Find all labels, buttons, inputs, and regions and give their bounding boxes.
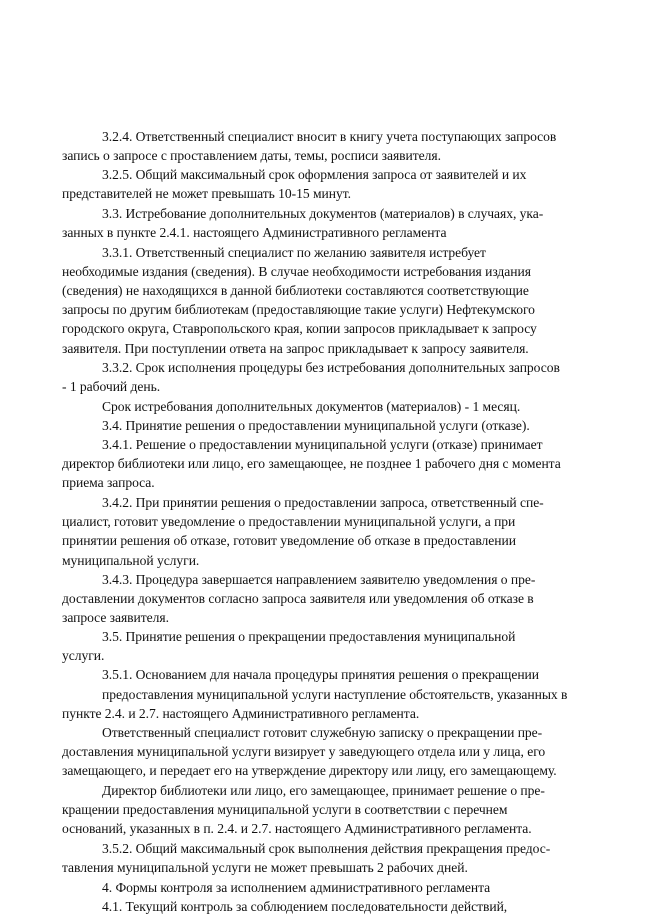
- text-line: 3.4. Принятие решения о предоставлении муниципальной услуги (отказе).: [102, 418, 530, 433]
- text-line: предоставления муниципальной услуги наступление обстоятельств, указанных в: [102, 687, 568, 702]
- text-line: доставлении документов согласно запроса заявителя или уведомления об отказе в: [62, 591, 534, 606]
- text-line: замещающего, и передает его на утверждение директору или лицу, его замещающему.: [62, 763, 557, 778]
- section-heading: 4. Формы контроля за исполнением административного регламента: [102, 880, 491, 895]
- text-line: городского округа, Ставропольского края, копии запросов прикладывает к запросу: [62, 321, 537, 336]
- text-line: занных в пункте 2.4.1. настоящего Административного регламента: [62, 225, 447, 240]
- text-line: представителей не может превышать 10-15 минут.: [62, 186, 351, 201]
- text-line: муниципальной услуги.: [62, 553, 200, 568]
- text-line: 3.4.3. Процедура завершается направлением заявителю уведомления о пре-: [102, 572, 536, 587]
- text-line: 3.3. Истребование дополнительных документов (материалов) в случаях, ука-: [102, 206, 544, 221]
- text-line: циалист, готовит уведомление о предоставлении муниципальной услуги, а при: [62, 514, 516, 529]
- text-line: заявителя. При поступлении ответа на запрос прикладывает к запросу заявителя.: [62, 341, 529, 356]
- text-line: Директор библиотеки или лицо, его замещающее, принимает решение о пре-: [102, 783, 545, 798]
- text-line: 3.5. Принятие решения о прекращении предоставления муниципальной: [102, 629, 516, 644]
- text-line: пункте 2.4. и 2.7. настоящего Административного регламента.: [62, 706, 420, 721]
- text-line: 3.5.1. Основанием для начала процедуры принятия решения о прекращении: [102, 667, 540, 682]
- text-line: приема запроса.: [62, 475, 155, 490]
- text-line: директор библиотеки или лицо, его замещающее, не позднее 1 рабочего дня с момента: [62, 456, 561, 471]
- text-line: 3.3.1. Ответственный специалист по желанию заявителя истребует: [102, 245, 486, 260]
- text-line: запросы по другим библиотекам (предоставляющие такие услуги) Нефтекумского: [62, 302, 535, 317]
- text-line: 3.5.2. Общий максимальный срок выполнения действия прекращения предос-: [102, 841, 551, 856]
- text-line: 3.2.4. Ответственный специалист вносит в книгу учета поступающих запросов: [102, 129, 557, 144]
- text-line: (сведения) не находящихся в данной библиотеки составляются соответствующие: [62, 283, 529, 298]
- text-line: 3.4.1. Решение о предоставлении муниципальной услуги (отказе) принимает: [102, 437, 543, 452]
- text-line: запросе заявителя.: [62, 610, 169, 625]
- text-line: 4.1. Текущий контроль за соблюдением последовательности действий,: [102, 899, 508, 914]
- text-line: принятии решения об отказе, готовит уведомление об отказе в предоставлении: [62, 533, 516, 548]
- text-line: - 1 рабочий день.: [62, 379, 161, 394]
- text-line: кращении предоставления муниципальной услуги в соответствии с перечнем: [62, 802, 508, 817]
- text-line: доставления муниципальной услуги визирует у заведующего отдела или у лица, его: [62, 744, 546, 759]
- text-line: тавления муниципальной услуги не может превышать 2 рабочих дней.: [62, 860, 468, 875]
- text-line: запись о запросе с проставлением даты, темы, росписи заявителя.: [62, 148, 441, 163]
- text-line: Ответственный специалист готовит служебную записку о прекращении пре-: [102, 725, 543, 740]
- text-line: услуги.: [62, 648, 105, 663]
- text-line: 3.3.2. Срок исполнения процедуры без истребования дополнительных запросов: [102, 360, 560, 375]
- text-line: необходимые издания (сведения). В случае необходимости истребования издания: [62, 264, 531, 279]
- text-line: Срок истребования дополнительных документов (материалов) - 1 месяц.: [102, 399, 521, 414]
- text-line: оснований, указанных в п. 2.4. и 2.7. настоящего Административного регламента.: [62, 821, 532, 836]
- text-line: 3.4.2. При принятии решения о предоставлении запроса, ответственный спе-: [102, 495, 544, 510]
- text-line: 3.2.5. Общий максимальный срок оформления запроса от заявителей и их: [102, 167, 527, 182]
